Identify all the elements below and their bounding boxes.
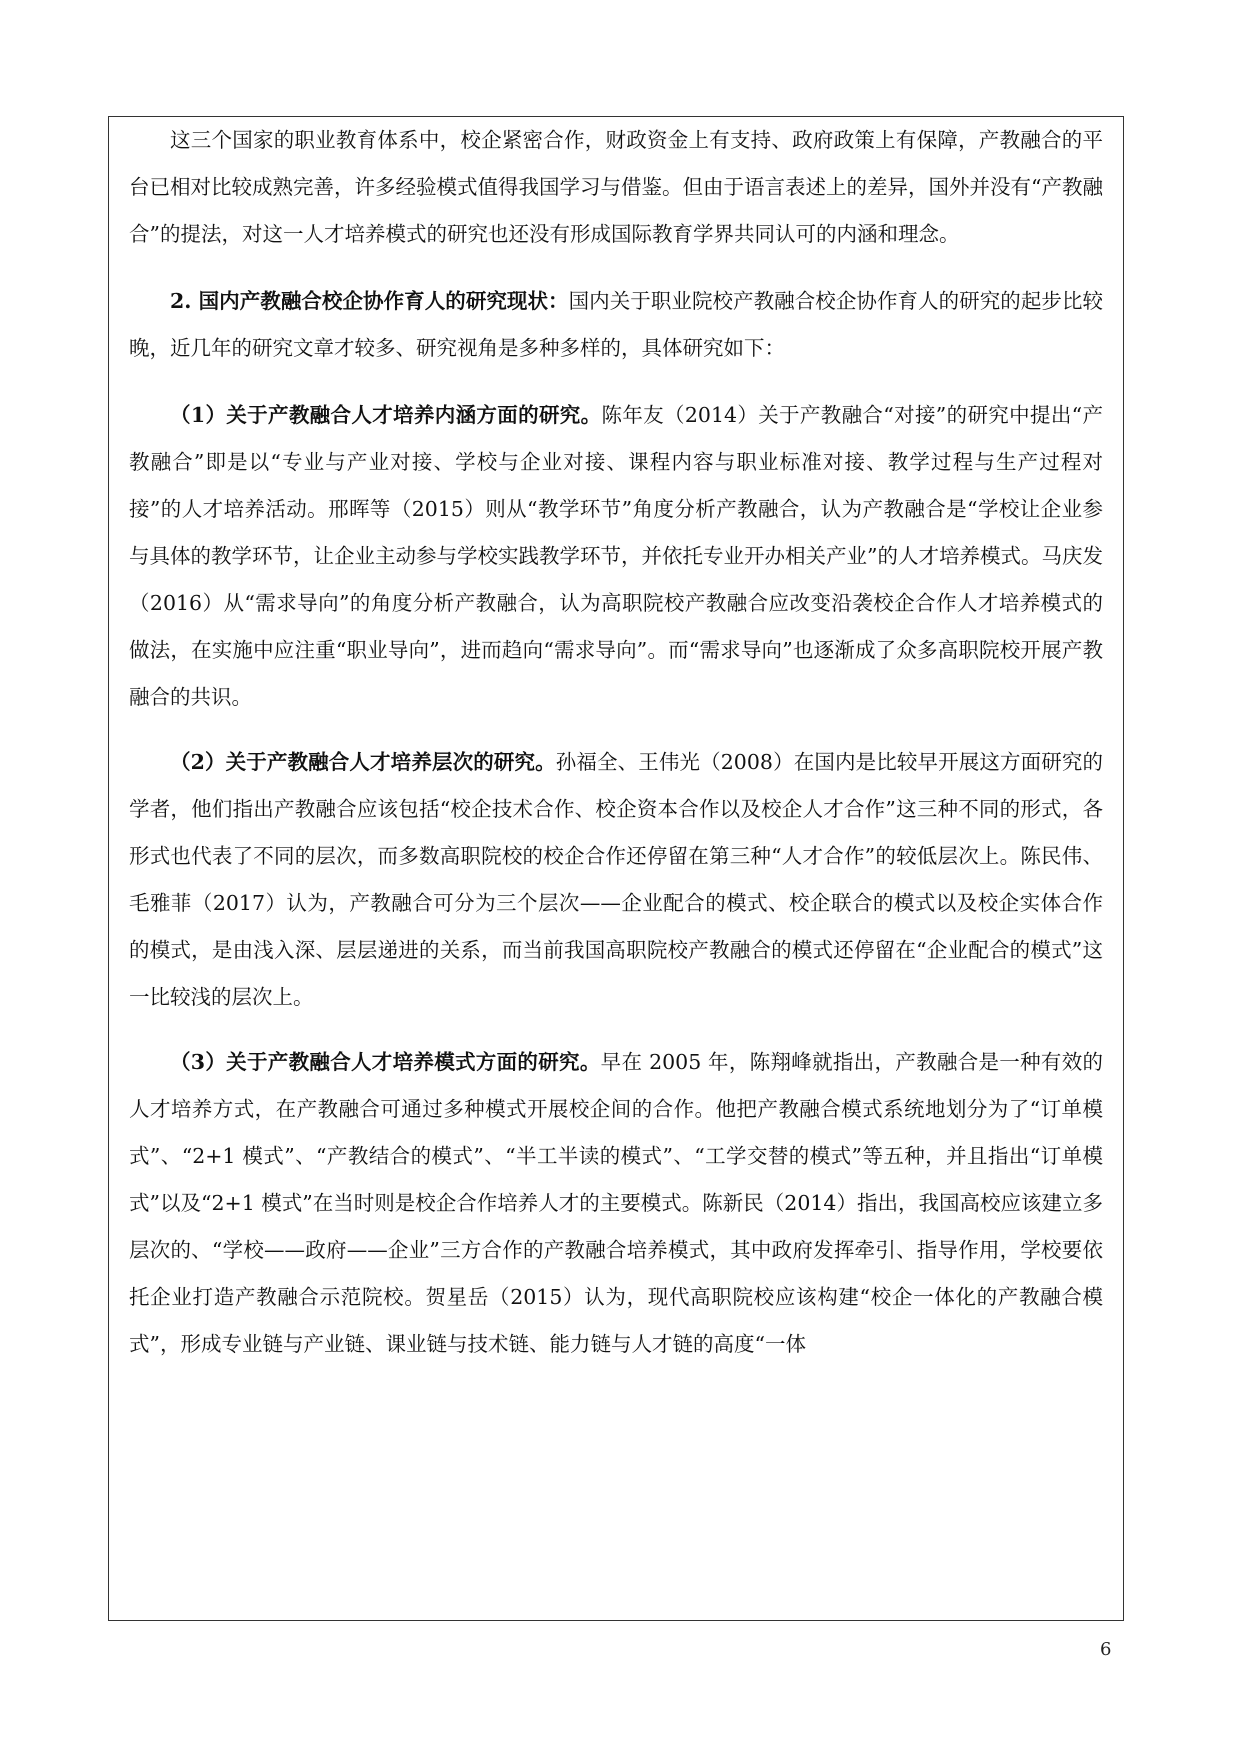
paragraph-text: 这三个国家的职业教育体系中，校企紧密合作，财政资金上有支持、政府政策上有保障，产教融合的平台已相对比较成熟完善，许多经验模式值得我国学习与借鉴。但由于语言表述上的差异，国外并没有“产教融合”的提法，对这一人才培养模式的研究也还没有形成国际教育学界共同认可的内涵和理念。 bbox=[129, 128, 1103, 246]
paragraph-text: 陈年友（2014）关于产教融合“对接”的研究中提出“产教融合”即是以“专业与产业对接、学校与企业对接、课程内容与职业标准对接、教学过程与生产过程对接”的人才培养活动。邢晖等（2015）则从“教学环节”角度分析产教融合，认为产教融合是“学校让企业参与具体的教学环节，让企业主动参与学校实践教学环节，并依托专业开办相关产业”的人才培养模式。马庆发（2016）从“需求导向”的角度分析产教融合，认为高职院校产教融合应改变沿袭校企合作人才培养模式的做法，在实施中应注重“职业导向”，进而趋向“需求导向”。而“需求导向”也逐渐成了众多高职院校开展产教融合的共识。 bbox=[129, 403, 1103, 709]
paragraph-connotation-research bbox=[129, 392, 1103, 721]
paragraph-mode-research bbox=[129, 1039, 1103, 1368]
paragraph-heading: 2. 国内产教融合校企协作育人的研究现状： bbox=[170, 289, 569, 313]
paragraph-heading: （3）关于产教融合人才培养模式方面的研究。 bbox=[170, 1050, 601, 1074]
paragraph-intl-summary bbox=[129, 117, 1103, 258]
paragraph-text: 国内关于职业院校产教融合校企协作育人的研究的起步比较晚，近几年的研究文章才较多、研究视角是多种多样的，具体研究如下： bbox=[129, 289, 1104, 360]
paragraph-heading: （1）关于产教融合人才培养内涵方面的研究。 bbox=[170, 403, 602, 427]
body-text bbox=[129, 117, 1103, 1386]
paragraph-text: 早在 2005 年，陈翔峰就指出，产教融合是一种有效的人才培养方式，在产教融合可通过多种模式开展校企间的合作。他把产教融合模式系统地划分为了“订单模式”、“2+1 模式”、“产教结合的模式”、“半工半读的模式”、“工学交替的模式”等五种，并且指出“订单模式”以及“2+1 模式”在当时则是校企合作培养人才的主要模式。陈新民（2014）指出，我国高校应该建立多层次的、“学校——政府——企业”三方合作的产教融合培养模式，其中政府发挥牵引、指导作用，学校要依托企业打造产教融合示范院校。贺星岳（2015）认为，现代高职院校应该构建“校企一体化的产教融合模式”，形成专业链与产业链、课业链与技术链、能力链与人才链的高度“一体 bbox=[129, 1050, 1104, 1356]
paragraph-text: 孙福全、王伟光（2008）在国内是比较早开展这方面研究的学者，他们指出产教融合应该包括“校企技术合作、校企资本合作以及校企人才合作”这三种不同的形式，各形式也代表了不同的层次，而多数高职院校的校企合作还停留在第三种“人才合作”的较低层次上。陈民伟、毛雅菲（2017）认为，产教融合可分为三个层次——企业配合的模式、校企联合的模式以及校企实体合作的模式，是由浅入深、层层递进的关系，而当前我国高职院校产教融合的模式还停留在“企业配合的模式”这一比较浅的层次上。 bbox=[129, 750, 1104, 1009]
paragraph-domestic-status bbox=[129, 278, 1103, 372]
content-frame bbox=[108, 116, 1124, 1621]
page-number: 6 bbox=[1100, 1639, 1112, 1660]
paragraph-level-research bbox=[129, 739, 1103, 1021]
paragraph-heading: （2）关于产教融合人才培养层次的研究。 bbox=[170, 750, 556, 774]
